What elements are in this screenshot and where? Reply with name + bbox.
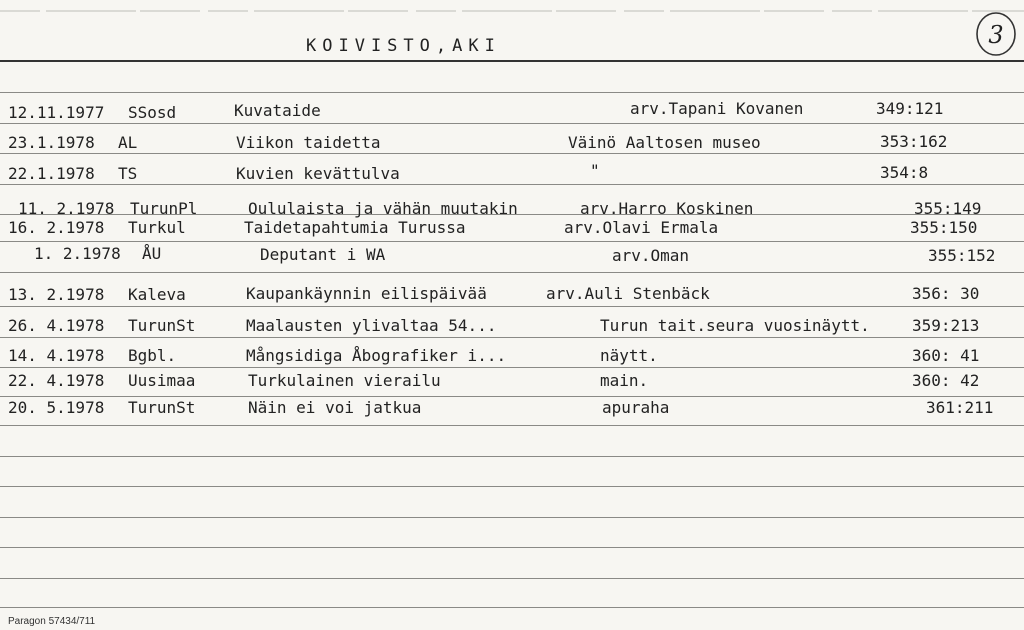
entry-source: Turkul <box>128 218 186 237</box>
entry-source: TurunSt <box>128 316 196 335</box>
entry-source: TS <box>118 164 138 183</box>
entry-source: Uusimaa <box>128 371 196 390</box>
entry-title: Deputant i WA <box>260 245 386 264</box>
entry-ref: 353:162 <box>880 132 948 151</box>
rule-line <box>0 396 1024 397</box>
rule-line <box>0 241 1024 242</box>
entry-ref: 355:150 <box>910 218 978 237</box>
entry-note: arv.Tapani Kovanen <box>630 99 804 118</box>
entry-note: main. <box>600 371 649 390</box>
entry-title: Kaupankäynnin eilispäivää <box>246 284 487 303</box>
entry-ref: 360: 42 <box>912 371 980 390</box>
entry-title: Viikon taidetta <box>236 133 381 152</box>
entry-date: 12.11.1977 <box>8 103 105 122</box>
entry-note: Turun tait.seura vuosinäytt. <box>600 316 870 335</box>
entry-date: 1. 2.1978 <box>34 244 121 263</box>
card-number-circle <box>974 10 1018 58</box>
entry-ref: 359:213 <box>912 316 980 335</box>
entry-title: Kuvien kevättulva <box>236 164 400 183</box>
entry-title: Mångsidiga Åbografiker i... <box>246 346 507 365</box>
entry-ref: 349:121 <box>876 99 944 118</box>
entry-date: 11. 2.1978 <box>18 199 115 218</box>
rule-line <box>0 272 1024 273</box>
rule-line <box>0 92 1024 93</box>
entry-source: TurunPl <box>130 199 198 218</box>
rule-line <box>0 306 1024 307</box>
entry-date: 22.1.1978 <box>8 164 95 183</box>
top-edge-marks <box>0 0 1024 6</box>
card-number: 3 <box>988 21 1004 49</box>
entry-date: 13. 2.1978 <box>8 285 105 304</box>
entry-ref: 356: 30 <box>912 284 980 303</box>
rule-line <box>0 486 1024 487</box>
entry-source: ÅU <box>142 244 162 263</box>
rule-line <box>0 425 1024 426</box>
rule-line <box>0 578 1024 579</box>
entry-ref: 361:211 <box>926 398 994 417</box>
entry-ref: 355:149 <box>914 199 982 218</box>
entry-ref: 355:152 <box>928 246 996 265</box>
entry-ref: 354:8 <box>880 163 929 182</box>
entry-date: 23.1.1978 <box>8 133 95 152</box>
card-footer-print: Paragon 57434/711 <box>8 616 96 627</box>
entry-date: 14. 4.1978 <box>8 346 105 365</box>
header-rule <box>0 60 1024 62</box>
entry-note: näytt. <box>600 346 658 365</box>
rule-line <box>0 456 1024 457</box>
entry-ref: 360: 41 <box>912 346 980 365</box>
entry-note: arv.Olavi Ermala <box>564 218 719 237</box>
entry-note: " <box>590 161 600 180</box>
rule-line <box>0 123 1024 124</box>
rule-line <box>0 607 1024 608</box>
card-title: KOIVISTO,AKI <box>306 36 501 56</box>
entry-title: Maalausten ylivaltaa 54... <box>246 316 497 335</box>
rule-line <box>0 184 1024 185</box>
entry-date: 26. 4.1978 <box>8 316 105 335</box>
rule-line <box>0 367 1024 368</box>
entry-title: Oululaista ja vähän muutakin <box>248 199 518 218</box>
rule-line <box>0 153 1024 154</box>
entry-note: Väinö Aaltosen museo <box>568 133 761 152</box>
entry-source: Bgbl. <box>128 346 177 365</box>
entry-date: 16. 2.1978 <box>8 218 105 237</box>
entry-title: Turkulainen vierailu <box>248 371 441 390</box>
entry-title: Näin ei voi jatkua <box>248 398 422 417</box>
rule-line <box>0 547 1024 548</box>
entry-source: AL <box>118 133 138 152</box>
entry-source: TurunSt <box>128 398 196 417</box>
entry-note: apuraha <box>602 398 670 417</box>
entry-date: 22. 4.1978 <box>8 371 105 390</box>
entry-source: Kaleva <box>128 285 186 304</box>
rule-line <box>0 337 1024 338</box>
entry-title: Kuvataide <box>234 101 321 120</box>
entry-title: Taidetapahtumia Turussa <box>244 218 466 237</box>
entry-note: arv.Harro Koskinen <box>580 199 754 218</box>
entry-source: SSosd <box>128 103 177 122</box>
rule-line <box>0 517 1024 518</box>
entry-note: arv.Auli Stenbäck <box>546 284 710 303</box>
entry-date: 20. 5.1978 <box>8 398 105 417</box>
entry-note: arv.Oman <box>612 246 690 265</box>
